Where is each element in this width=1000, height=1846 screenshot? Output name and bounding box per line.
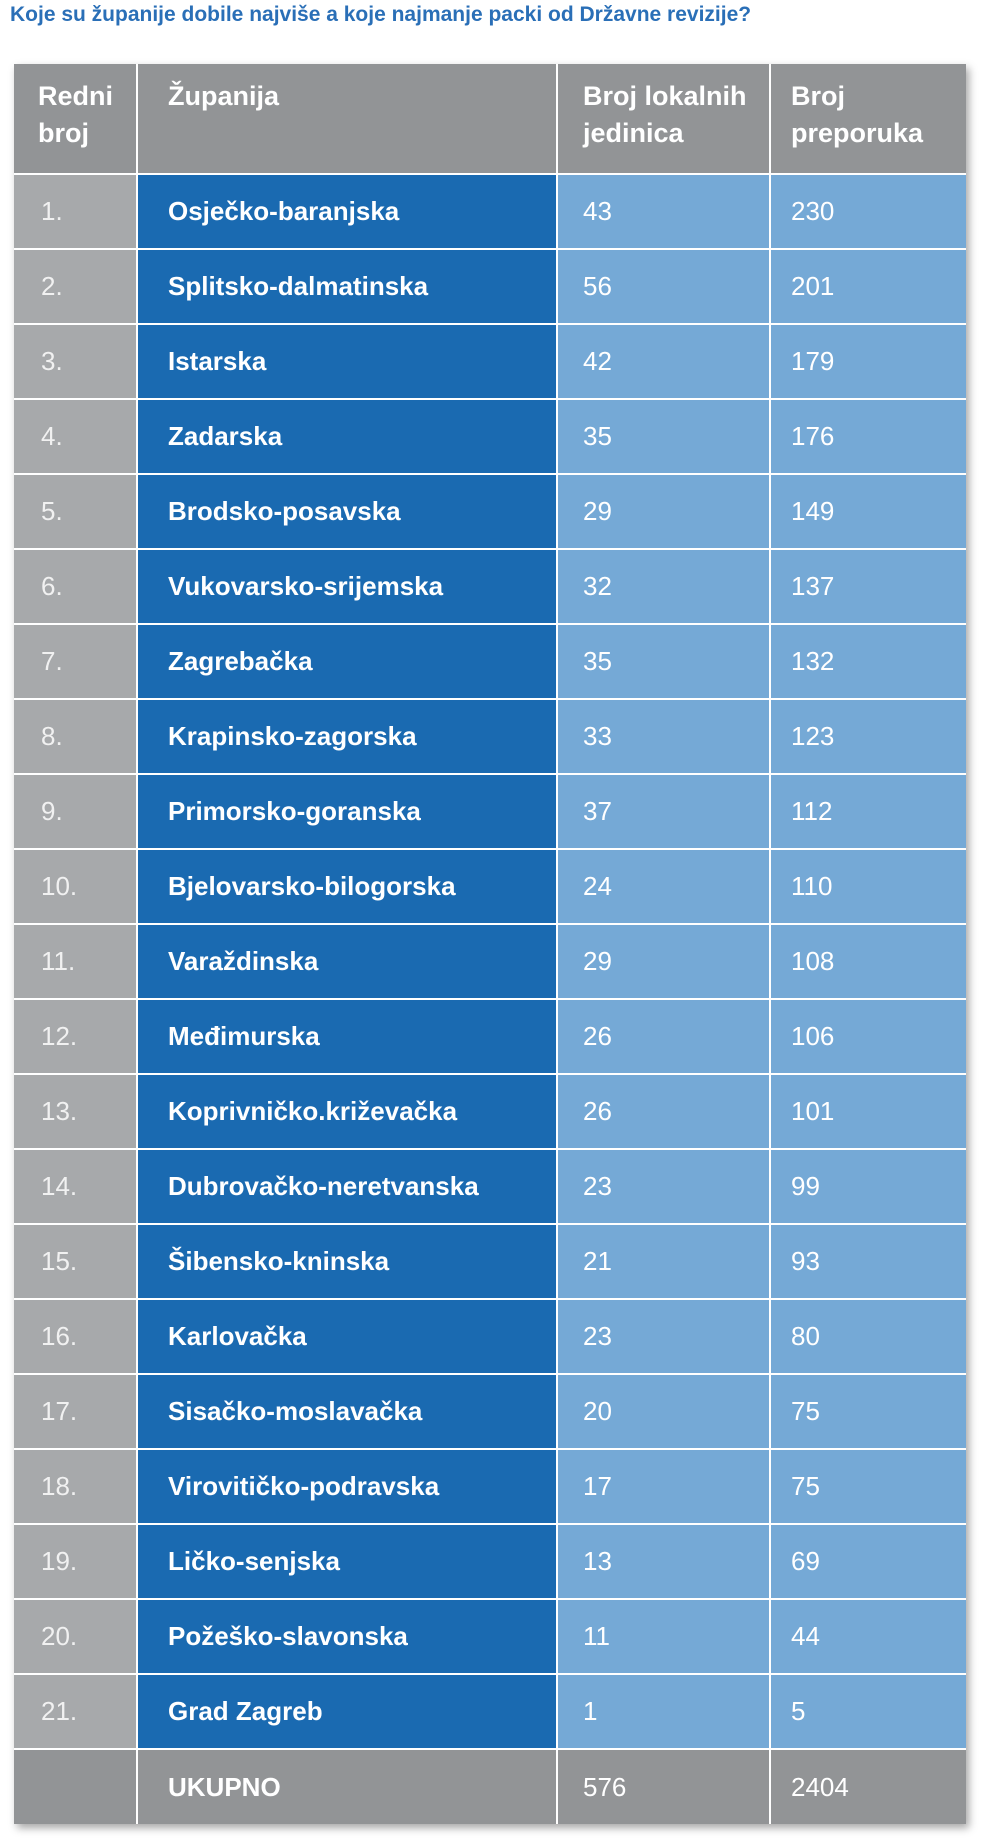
local-units-count: 23	[556, 1300, 769, 1373]
row-number: 11.	[14, 925, 136, 998]
county-name: Međimurska	[136, 1000, 556, 1073]
county-name: Požeško-slavonska	[136, 1600, 556, 1673]
local-units-count: 42	[556, 325, 769, 398]
row-number: 1.	[14, 175, 136, 248]
county-name: Šibensko-kninska	[136, 1225, 556, 1298]
local-units-count: 37	[556, 775, 769, 848]
county-name: Zadarska	[136, 400, 556, 473]
county-name: Koprivničko.križevačka	[136, 1075, 556, 1148]
recommendations-count: 149	[769, 475, 966, 548]
table-row	[14, 1673, 966, 1748]
header-redni-broj: Redni broj	[14, 64, 136, 173]
county-name: Bjelovarsko-bilogorska	[136, 850, 556, 923]
header-broj-lokalnih-jedinica: Broj lokalnih jedinica	[556, 64, 769, 173]
page-title: Koje su županije dobile najviše a koje najmanje packi od Državne revizije?	[10, 3, 752, 26]
local-units-count: 35	[556, 625, 769, 698]
recommendations-count: 179	[769, 325, 966, 398]
table-row	[14, 773, 966, 848]
recommendations-count: 80	[769, 1300, 966, 1373]
total-recommendations: 2404	[769, 1750, 966, 1824]
local-units-count: 29	[556, 925, 769, 998]
county-name: Istarska	[136, 325, 556, 398]
county-name: Osječko-baranjska	[136, 175, 556, 248]
row-number: 13.	[14, 1075, 136, 1148]
county-name: Varaždinska	[136, 925, 556, 998]
recommendations-count: 5	[769, 1675, 966, 1748]
recommendations-count: 201	[769, 250, 966, 323]
table-row	[14, 1148, 966, 1223]
table-row	[14, 398, 966, 473]
local-units-count: 24	[556, 850, 769, 923]
total-label: UKUPNO	[136, 1750, 556, 1824]
row-number: 10.	[14, 850, 136, 923]
recommendations-table	[14, 64, 966, 1824]
county-name: Virovitičko-podravska	[136, 1450, 556, 1523]
county-name: Krapinsko-zagorska	[136, 700, 556, 773]
table-row	[14, 1073, 966, 1148]
recommendations-count: 75	[769, 1450, 966, 1523]
recommendations-count: 123	[769, 700, 966, 773]
local-units-count: 11	[556, 1600, 769, 1673]
table-row	[14, 848, 966, 923]
row-number: 8.	[14, 700, 136, 773]
county-name: Dubrovačko-neretvanska	[136, 1150, 556, 1223]
row-number: 18.	[14, 1450, 136, 1523]
recommendations-count: 230	[769, 175, 966, 248]
row-number: 17.	[14, 1375, 136, 1448]
recommendations-count: 176	[769, 400, 966, 473]
header-zupanija: Županija	[136, 64, 556, 173]
recommendations-count: 69	[769, 1525, 966, 1598]
table-row	[14, 623, 966, 698]
recommendations-count: 110	[769, 850, 966, 923]
total-local-units: 576	[556, 1750, 769, 1824]
table-total-row	[14, 1748, 966, 1824]
table-row	[14, 473, 966, 548]
row-number: 12.	[14, 1000, 136, 1073]
county-name: Grad Zagreb	[136, 1675, 556, 1748]
table-row	[14, 1523, 966, 1598]
county-name: Sisačko-moslavačka	[136, 1375, 556, 1448]
recommendations-count: 44	[769, 1600, 966, 1673]
local-units-count: 29	[556, 475, 769, 548]
recommendations-count: 101	[769, 1075, 966, 1148]
county-name: Primorsko-goranska	[136, 775, 556, 848]
row-number: 14.	[14, 1150, 136, 1223]
row-number: 7.	[14, 625, 136, 698]
local-units-count: 43	[556, 175, 769, 248]
row-number: 6.	[14, 550, 136, 623]
row-number: 3.	[14, 325, 136, 398]
local-units-count: 33	[556, 700, 769, 773]
row-number: 19.	[14, 1525, 136, 1598]
local-units-count: 56	[556, 250, 769, 323]
local-units-count: 23	[556, 1150, 769, 1223]
local-units-count: 32	[556, 550, 769, 623]
county-name: Karlovačka	[136, 1300, 556, 1373]
recommendations-count: 137	[769, 550, 966, 623]
table-row	[14, 1223, 966, 1298]
row-number: 4.	[14, 400, 136, 473]
row-number: 16.	[14, 1300, 136, 1373]
county-name: Zagrebačka	[136, 625, 556, 698]
county-name: Splitsko-dalmatinska	[136, 250, 556, 323]
header-broj-preporuka: Broj preporuka	[769, 64, 966, 173]
row-number: 21.	[14, 1675, 136, 1748]
table-row	[14, 1448, 966, 1523]
county-name: Ličko-senjska	[136, 1525, 556, 1598]
local-units-count: 26	[556, 1075, 769, 1148]
local-units-count: 21	[556, 1225, 769, 1298]
local-units-count: 26	[556, 1000, 769, 1073]
recommendations-count: 108	[769, 925, 966, 998]
county-name: Vukovarsko-srijemska	[136, 550, 556, 623]
recommendations-count: 99	[769, 1150, 966, 1223]
table-row	[14, 1373, 966, 1448]
table-row	[14, 548, 966, 623]
table-row	[14, 323, 966, 398]
total-row-number	[14, 1750, 136, 1824]
local-units-count: 35	[556, 400, 769, 473]
local-units-count: 20	[556, 1375, 769, 1448]
recommendations-count: 75	[769, 1375, 966, 1448]
local-units-count: 1	[556, 1675, 769, 1748]
table-row	[14, 698, 966, 773]
table-row	[14, 248, 966, 323]
recommendations-count: 132	[769, 625, 966, 698]
table-row	[14, 173, 966, 248]
row-number: 2.	[14, 250, 136, 323]
recommendations-count: 93	[769, 1225, 966, 1298]
recommendations-count: 112	[769, 775, 966, 848]
table-row	[14, 998, 966, 1073]
table-header-row	[14, 64, 966, 173]
local-units-count: 13	[556, 1525, 769, 1598]
local-units-count: 17	[556, 1450, 769, 1523]
county-name: Brodsko-posavska	[136, 475, 556, 548]
row-number: 20.	[14, 1600, 136, 1673]
table-row	[14, 1598, 966, 1673]
row-number: 5.	[14, 475, 136, 548]
table-row	[14, 923, 966, 998]
row-number: 15.	[14, 1225, 136, 1298]
table-row	[14, 1298, 966, 1373]
row-number: 9.	[14, 775, 136, 848]
recommendations-count: 106	[769, 1000, 966, 1073]
